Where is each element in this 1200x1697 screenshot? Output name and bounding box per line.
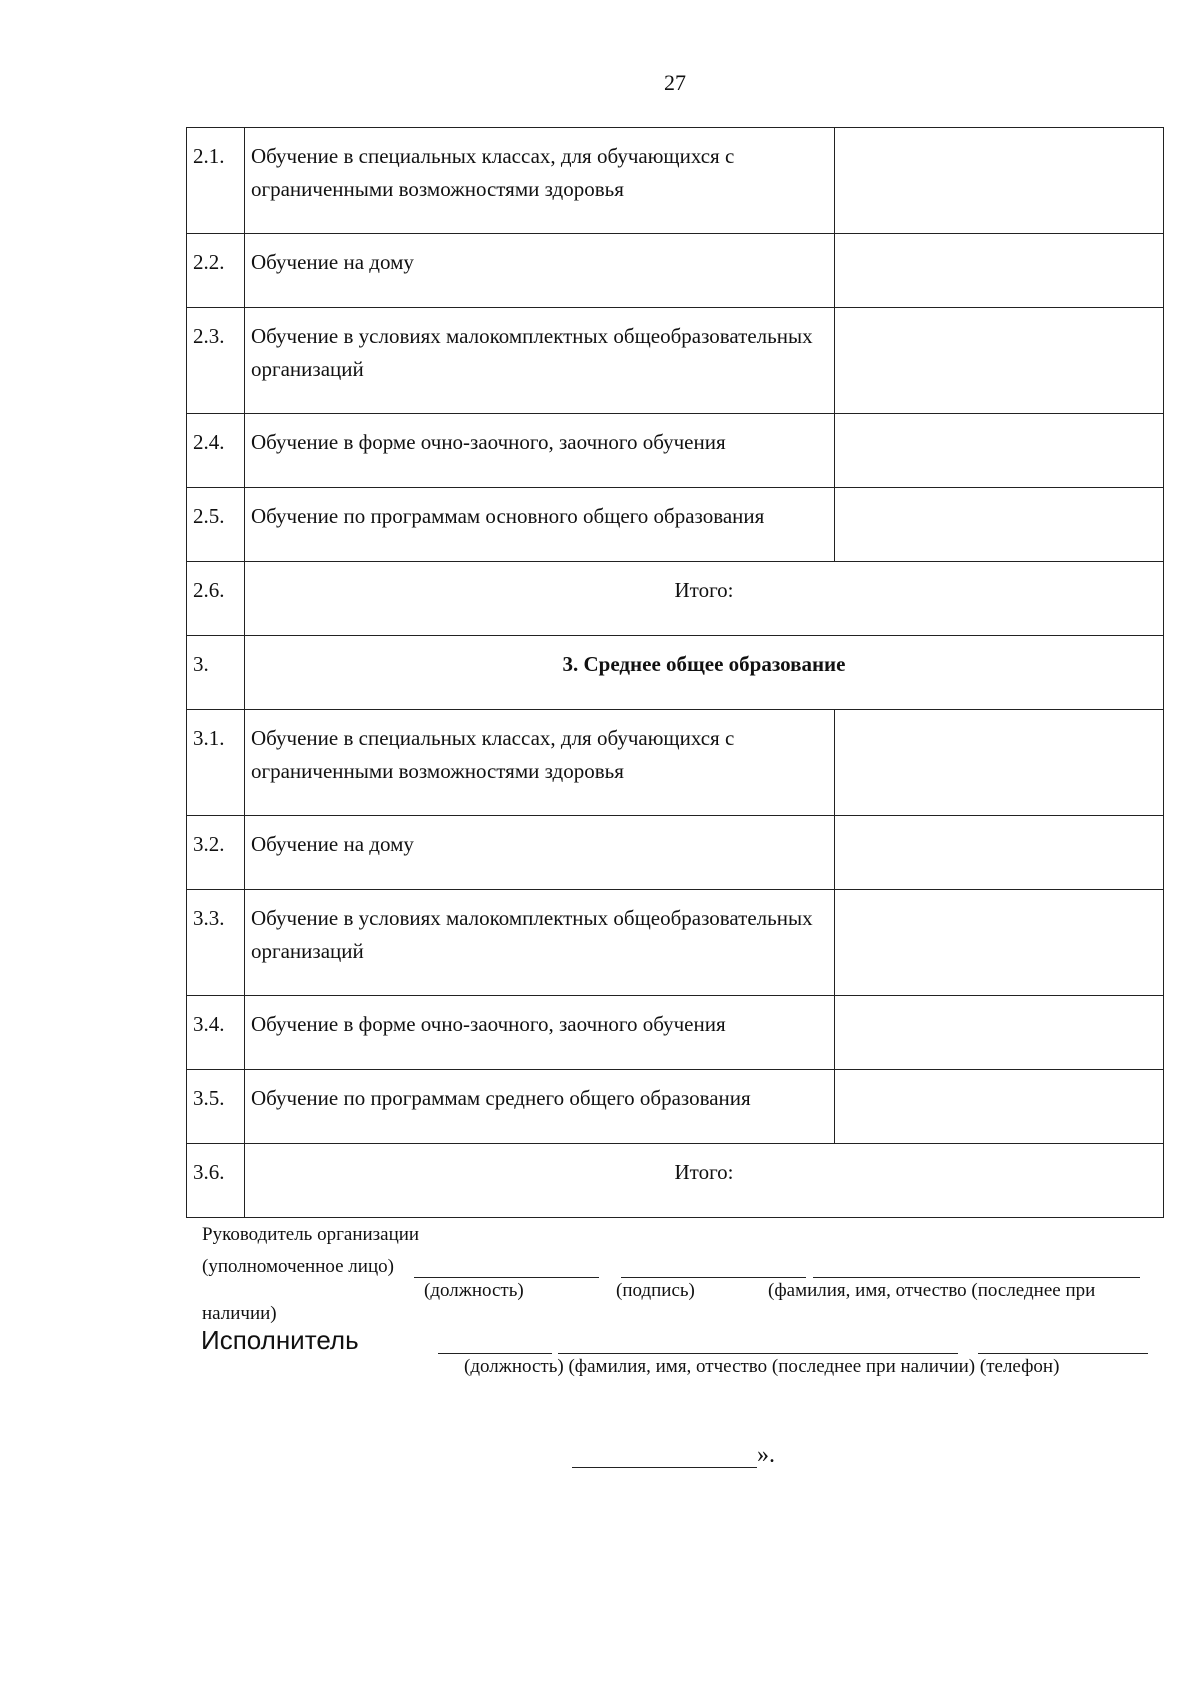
executor-phone-field[interactable] bbox=[978, 1353, 1148, 1354]
table-row bbox=[187, 1070, 1164, 1144]
table-row bbox=[187, 710, 1164, 816]
row-number: 3.1. bbox=[187, 710, 245, 816]
row-number: 3.5. bbox=[187, 1070, 245, 1144]
row-description: Обучение по программам среднего общего образования bbox=[245, 1070, 835, 1144]
closing-quote-mark: ». bbox=[757, 1442, 775, 1468]
section-title: 3. Среднее общее образование bbox=[245, 636, 1164, 710]
row-description: Обучение по программам основного общего образования bbox=[245, 488, 835, 562]
table-row bbox=[187, 128, 1164, 234]
row-description: Обучение в специальных классах, для обучающихся с ограниченными возможностями здоровья bbox=[245, 128, 835, 234]
fullname-caption-continued: наличии) bbox=[202, 1303, 277, 1324]
education-form-table bbox=[186, 127, 1164, 1218]
table-row bbox=[187, 414, 1164, 488]
row-value-cell[interactable] bbox=[835, 308, 1164, 414]
row-value-cell[interactable] bbox=[835, 890, 1164, 996]
total-label: Итого: bbox=[245, 562, 1164, 636]
head-of-organization-label: Руководитель организации bbox=[202, 1224, 420, 1245]
table-row bbox=[187, 890, 1164, 996]
total-row bbox=[187, 562, 1164, 636]
signature-field[interactable] bbox=[621, 1277, 806, 1278]
row-number: 3.6. bbox=[187, 1144, 245, 1218]
total-label: Итого: bbox=[245, 1144, 1164, 1218]
executor-position-field[interactable] bbox=[438, 1353, 552, 1354]
executor-fullname-field[interactable] bbox=[558, 1353, 958, 1354]
table-row bbox=[187, 996, 1164, 1070]
row-description: Обучение на дому bbox=[245, 234, 835, 308]
row-value-cell[interactable] bbox=[835, 996, 1164, 1070]
total-row bbox=[187, 1144, 1164, 1218]
row-number: 2.4. bbox=[187, 414, 245, 488]
row-value-cell[interactable] bbox=[835, 1070, 1164, 1144]
row-value-cell[interactable] bbox=[835, 414, 1164, 488]
row-number: 2.6. bbox=[187, 562, 245, 636]
row-number: 3.3. bbox=[187, 890, 245, 996]
row-description: Обучение в специальных классах, для обучающихся с ограниченными возможностями здоровья bbox=[245, 710, 835, 816]
row-number: 3.2. bbox=[187, 816, 245, 890]
row-number: 2.2. bbox=[187, 234, 245, 308]
section-header-row bbox=[187, 636, 1164, 710]
position-field[interactable] bbox=[414, 1277, 599, 1278]
signature-caption: (подпись) bbox=[616, 1280, 695, 1301]
row-number: 2.1. bbox=[187, 128, 245, 234]
row-value-cell[interactable] bbox=[835, 488, 1164, 562]
row-description: Обучение в форме очно-заочного, заочного обучения bbox=[245, 414, 835, 488]
date-field[interactable] bbox=[572, 1467, 757, 1468]
row-number: 3. bbox=[187, 636, 245, 710]
row-description: Обучение в условиях малокомплектных общеобразовательных организаций bbox=[245, 308, 835, 414]
row-number: 2.5. bbox=[187, 488, 245, 562]
row-value-cell[interactable] bbox=[835, 128, 1164, 234]
fullname-field[interactable] bbox=[813, 1277, 1140, 1278]
authorized-person-label: (уполномоченное лицо) bbox=[202, 1256, 394, 1277]
executor-captions: (должность) (фамилия, имя, отчество (последнее при наличии) (телефон) bbox=[464, 1356, 1060, 1377]
fullname-caption: (фамилия, имя, отчество (последнее при bbox=[768, 1280, 1096, 1301]
table-row bbox=[187, 488, 1164, 562]
row-value-cell[interactable] bbox=[835, 710, 1164, 816]
executor-label: Исполнитель bbox=[201, 1325, 359, 1355]
table-row bbox=[187, 234, 1164, 308]
row-description: Обучение в форме очно-заочного, заочного обучения bbox=[245, 996, 835, 1070]
row-value-cell[interactable] bbox=[835, 234, 1164, 308]
position-caption: (должность) bbox=[424, 1280, 524, 1301]
row-description: Обучение в условиях малокомплектных общеобразовательных организаций bbox=[245, 890, 835, 996]
row-description: Обучение на дому bbox=[245, 816, 835, 890]
row-value-cell[interactable] bbox=[835, 816, 1164, 890]
table-row bbox=[187, 308, 1164, 414]
page-number: 27 bbox=[664, 70, 686, 95]
row-number: 2.3. bbox=[187, 308, 245, 414]
table-row bbox=[187, 816, 1164, 890]
row-number: 3.4. bbox=[187, 996, 245, 1070]
